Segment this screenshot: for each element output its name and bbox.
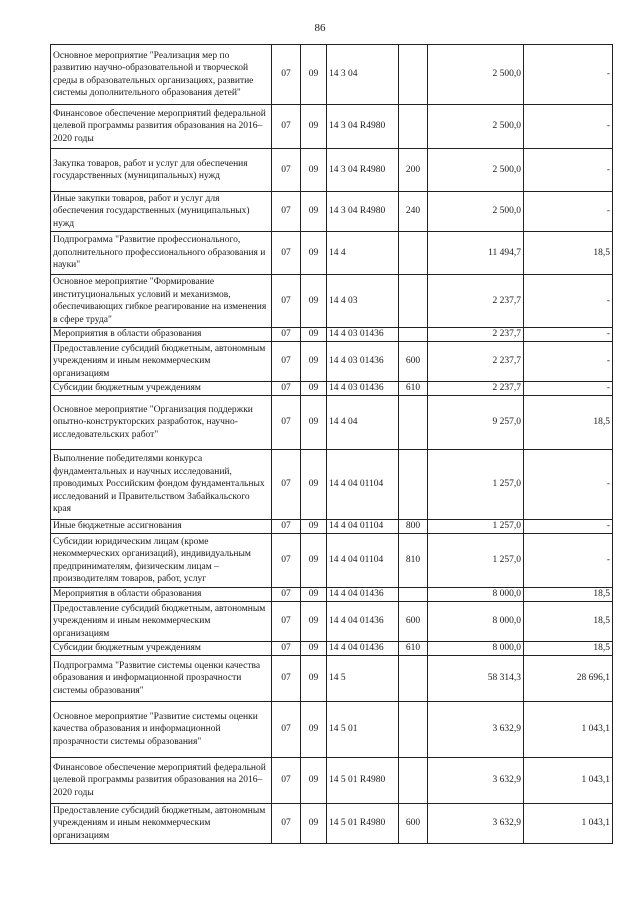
row-name-cell: Выполнение победителями конкурса фундаментальных и научных исследований, проводимых Российским фондом фундаментальных исследований и Правительством Забайкальского края — [51, 450, 272, 520]
row-name-cell: Подпрограмма "Развитие системы оценки качества образования и информационной прозрачности системы образования" — [51, 656, 272, 702]
subsection-code-cell: 09 — [301, 232, 327, 275]
row-name-cell: Мероприятия в области образования — [51, 328, 272, 342]
target-article-cell: 14 3 04 R4980 — [327, 105, 399, 149]
expense-type-cell — [399, 328, 428, 342]
section-code-cell: 07 — [272, 232, 301, 275]
expense-type-cell: 800 — [399, 520, 428, 534]
federal-amount-cell: - — [524, 192, 613, 232]
section-code-cell: 07 — [272, 275, 301, 328]
subsection-code-cell: 09 — [301, 588, 327, 602]
target-article-cell: 14 5 01 R4980 — [327, 804, 399, 844]
federal-amount-cell: - — [524, 450, 613, 520]
table-row — [51, 192, 613, 232]
subsection-code-cell: 09 — [301, 758, 327, 804]
federal-amount-cell: 1 043,1 — [524, 758, 613, 804]
table-row — [51, 656, 613, 702]
federal-amount-cell: - — [524, 382, 613, 396]
expense-type-cell: 600 — [399, 804, 428, 844]
federal-amount-cell: - — [524, 149, 613, 192]
expense-type-cell — [399, 656, 428, 702]
amount-cell: 3 632,9 — [428, 758, 524, 804]
section-code-cell: 07 — [272, 804, 301, 844]
subsection-code-cell: 09 — [301, 602, 327, 642]
expense-type-cell — [399, 758, 428, 804]
row-name-cell: Основное мероприятие "Организация поддержки опытно-конструкторских разработок, научно-исследовательских работ" — [51, 396, 272, 450]
amount-cell: 1 257,0 — [428, 520, 524, 534]
table-row — [51, 520, 613, 534]
target-article-cell: 14 4 03 01436 — [327, 328, 399, 342]
amount-cell: 1 257,0 — [428, 450, 524, 520]
row-name-cell: Субсидии бюджетным учреждениям — [51, 642, 272, 656]
amount-cell: 2 500,0 — [428, 192, 524, 232]
expense-type-cell — [399, 275, 428, 328]
section-code-cell: 07 — [272, 342, 301, 382]
target-article-cell: 14 4 04 01104 — [327, 534, 399, 588]
target-article-cell: 14 3 04 R4980 — [327, 149, 399, 192]
target-article-cell: 14 4 04 01436 — [327, 602, 399, 642]
row-name-cell: Финансовое обеспечение мероприятий федеральной целевой программы развития образования на 2016–2020 годы — [51, 758, 272, 804]
federal-amount-cell: 18,5 — [524, 588, 613, 602]
expense-type-cell: 810 — [399, 534, 428, 588]
budget-table-body — [51, 45, 613, 844]
federal-amount-cell: - — [524, 275, 613, 328]
subsection-code-cell: 09 — [301, 656, 327, 702]
amount-cell: 8 000,0 — [428, 588, 524, 602]
subsection-code-cell: 09 — [301, 520, 327, 534]
table-row — [51, 342, 613, 382]
federal-amount-cell: - — [524, 534, 613, 588]
table-row — [51, 702, 613, 758]
row-name-cell: Мероприятия в области образования — [51, 588, 272, 602]
row-name-cell: Предоставление субсидий бюджетным, автономным учреждениям и иным некоммерческим организациям — [51, 804, 272, 844]
row-name-cell: Закупка товаров, работ и услуг для обеспечения государственных (муниципальных) нужд — [51, 149, 272, 192]
section-code-cell: 07 — [272, 534, 301, 588]
amount-cell: 2 237,7 — [428, 275, 524, 328]
table-row — [51, 45, 613, 105]
target-article-cell: 14 3 04 — [327, 45, 399, 105]
table-row — [51, 396, 613, 450]
expense-type-cell — [399, 588, 428, 602]
table-row — [51, 450, 613, 520]
expense-type-cell: 600 — [399, 602, 428, 642]
expense-type-cell: 240 — [399, 192, 428, 232]
row-name-cell: Иные бюджетные ассигнования — [51, 520, 272, 534]
section-code-cell: 07 — [272, 382, 301, 396]
target-article-cell: 14 5 — [327, 656, 399, 702]
expense-type-cell: 610 — [399, 642, 428, 656]
expense-type-cell — [399, 232, 428, 275]
amount-cell: 58 314,3 — [428, 656, 524, 702]
row-name-cell: Субсидии бюджетным учреждениям — [51, 382, 272, 396]
federal-amount-cell: - — [524, 342, 613, 382]
subsection-code-cell: 09 — [301, 275, 327, 328]
federal-amount-cell: - — [524, 520, 613, 534]
row-name-cell: Иные закупки товаров, работ и услуг для обеспечения государственных (муниципальных) нужд — [51, 192, 272, 232]
table-row — [51, 534, 613, 588]
section-code-cell: 07 — [272, 656, 301, 702]
table-row — [51, 642, 613, 656]
section-code-cell: 07 — [272, 328, 301, 342]
amount-cell: 8 000,0 — [428, 642, 524, 656]
subsection-code-cell: 09 — [301, 450, 327, 520]
federal-amount-cell: 1 043,1 — [524, 804, 613, 844]
row-name-cell: Субсидии юридическим лицам (кроме некоммерческих организаций), индивидуальным предпринимателям, физическим лицам – производителям товаров, работ, услуг — [51, 534, 272, 588]
section-code-cell: 07 — [272, 192, 301, 232]
amount-cell: 2 237,7 — [428, 342, 524, 382]
table-row — [51, 275, 613, 328]
subsection-code-cell: 09 — [301, 328, 327, 342]
target-article-cell: 14 4 — [327, 232, 399, 275]
subsection-code-cell: 09 — [301, 192, 327, 232]
subsection-code-cell: 09 — [301, 149, 327, 192]
row-name-cell: Финансовое обеспечение мероприятий федеральной целевой программы развития образования на 2016–2020 годы — [51, 105, 272, 149]
target-article-cell: 14 3 04 R4980 — [327, 192, 399, 232]
section-code-cell: 07 — [272, 602, 301, 642]
target-article-cell: 14 5 01 — [327, 702, 399, 758]
row-name-cell: Основное мероприятие "Формирование институциональных условий и механизмов, обеспечивающих гибкое реагирование на изменения в сфере труда" — [51, 275, 272, 328]
section-code-cell: 07 — [272, 149, 301, 192]
expense-type-cell — [399, 45, 428, 105]
amount-cell: 2 500,0 — [428, 105, 524, 149]
federal-amount-cell: 18,5 — [524, 396, 613, 450]
federal-amount-cell: - — [524, 105, 613, 149]
subsection-code-cell: 09 — [301, 45, 327, 105]
row-name-cell: Основное мероприятие "Реализация мер по развитию научно-образовательной и творческой среды в образовательных организациях, развитие системы дополнительного образования детей" — [51, 45, 272, 105]
target-article-cell: 14 4 03 01436 — [327, 382, 399, 396]
target-article-cell: 14 4 04 01436 — [327, 588, 399, 602]
table-row — [51, 758, 613, 804]
section-code-cell: 07 — [272, 450, 301, 520]
expense-type-cell — [399, 105, 428, 149]
page-number: 86 — [314, 22, 326, 34]
section-code-cell: 07 — [272, 45, 301, 105]
section-code-cell: 07 — [272, 105, 301, 149]
table-row — [51, 588, 613, 602]
section-code-cell: 07 — [272, 520, 301, 534]
section-code-cell: 07 — [272, 396, 301, 450]
table-row — [51, 105, 613, 149]
table-row — [51, 328, 613, 342]
budget-table — [50, 44, 613, 844]
subsection-code-cell: 09 — [301, 105, 327, 149]
subsection-code-cell: 09 — [301, 534, 327, 588]
table-row — [51, 149, 613, 192]
target-article-cell: 14 4 04 01104 — [327, 520, 399, 534]
target-article-cell: 14 4 03 01436 — [327, 342, 399, 382]
row-name-cell: Предоставление субсидий бюджетным, автономным учреждениям и иным некоммерческим организациям — [51, 602, 272, 642]
subsection-code-cell: 09 — [301, 382, 327, 396]
federal-amount-cell: 18,5 — [524, 602, 613, 642]
target-article-cell: 14 4 03 — [327, 275, 399, 328]
target-article-cell: 14 4 04 — [327, 396, 399, 450]
federal-amount-cell: 1 043,1 — [524, 702, 613, 758]
target-article-cell: 14 5 01 R4980 — [327, 758, 399, 804]
federal-amount-cell: 28 696,1 — [524, 656, 613, 702]
amount-cell: 9 257,0 — [428, 396, 524, 450]
amount-cell: 3 632,9 — [428, 702, 524, 758]
target-article-cell: 14 4 04 01436 — [327, 642, 399, 656]
expense-type-cell: 610 — [399, 382, 428, 396]
table-row — [51, 232, 613, 275]
amount-cell: 1 257,0 — [428, 534, 524, 588]
subsection-code-cell: 09 — [301, 342, 327, 382]
federal-amount-cell: - — [524, 328, 613, 342]
section-code-cell: 07 — [272, 642, 301, 656]
table-row — [51, 602, 613, 642]
table-row — [51, 382, 613, 396]
expense-type-cell — [399, 702, 428, 758]
amount-cell: 2 237,7 — [428, 382, 524, 396]
section-code-cell: 07 — [272, 758, 301, 804]
row-name-cell: Основное мероприятие "Развитие системы оценки качества образования и информационной прозрачности системы образования" — [51, 702, 272, 758]
federal-amount-cell: 18,5 — [524, 232, 613, 275]
amount-cell: 3 632,9 — [428, 804, 524, 844]
expense-type-cell: 200 — [399, 149, 428, 192]
federal-amount-cell: - — [524, 45, 613, 105]
subsection-code-cell: 09 — [301, 396, 327, 450]
subsection-code-cell: 09 — [301, 804, 327, 844]
subsection-code-cell: 09 — [301, 702, 327, 758]
federal-amount-cell: 18,5 — [524, 642, 613, 656]
target-article-cell: 14 4 04 01104 — [327, 450, 399, 520]
section-code-cell: 07 — [272, 702, 301, 758]
table-row — [51, 804, 613, 844]
subsection-code-cell: 09 — [301, 642, 327, 656]
amount-cell: 2 500,0 — [428, 149, 524, 192]
amount-cell: 2 500,0 — [428, 45, 524, 105]
amount-cell: 2 237,7 — [428, 328, 524, 342]
expense-type-cell — [399, 450, 428, 520]
row-name-cell: Предоставление субсидий бюджетным, автономным учреждениям и иным некоммерческим организациям — [51, 342, 272, 382]
expense-type-cell: 600 — [399, 342, 428, 382]
amount-cell: 8 000,0 — [428, 602, 524, 642]
section-code-cell: 07 — [272, 588, 301, 602]
expense-type-cell — [399, 396, 428, 450]
amount-cell: 11 494,7 — [428, 232, 524, 275]
row-name-cell: Подпрограмма "Развитие профессионального, дополнительного профессионального образования и науки" — [51, 232, 272, 275]
